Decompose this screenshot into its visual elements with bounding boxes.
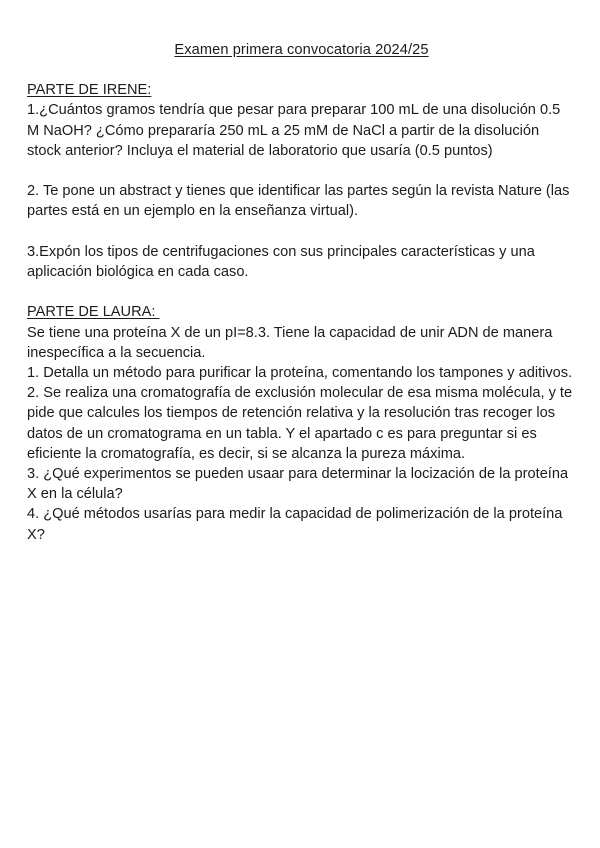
question-laura-3: 3. ¿Qué experimentos se pueden usaar para determinar la locización de la proteína X en la célula? (27, 466, 569, 503)
document-title: Examen primera convocatoria 2024/25 (174, 42, 429, 58)
question-laura-4: 4. ¿Qué métodos usarías para medir la capacidad de polimerización de la proteína X? (27, 506, 563, 543)
question-irene-2: 2. Te pone un abstract y tienes que identificar las partes según la revista Nature (las partes está en un ejemplo en la enseñanza virtual). (27, 183, 570, 220)
question-irene-1: 1.¿Cuántos gramos tendría que pesar para preparar 100 mL de una disolución 0.5 M NaOH? ¿Cómo prepararía 250 mL a 25 mM de NaCl a partir de la disolución stock anterior? Incluya el material de laboratorio que usaría (0.5 puntos) (27, 102, 561, 159)
question-irene-3: 3.Expón los tipos de centrifugaciones con sus principales características y una aplicación biológica en cada caso. (27, 243, 535, 280)
laura-intro: Se tiene una proteína X de un pI=8.3. Tiene la capacidad de unir ADN de manera inespecífica a la secuencia. (27, 324, 553, 361)
section-heading-laura: PARTE DE LAURA: (27, 304, 160, 321)
question-laura-1: 1. Detalla un método para purificar la proteína, comentando los tampones y aditivos. (27, 365, 573, 381)
section-irene (27, 80, 576, 282)
section-heading-irene: PARTE DE IRENE: (27, 82, 152, 99)
question-laura-2: 2. Se realiza una cromatografía de exclusión molecular de esa misma molécula, y te pide que calcules los tiempos de retención relativa y la resolución tras recoger los datos de un cromatograma en un tabla. Y el apartado c es para preguntar si es eficiente la cromatografía, es decir, si se alcanza la pureza máxima. (27, 385, 573, 462)
section-laura (27, 302, 576, 544)
